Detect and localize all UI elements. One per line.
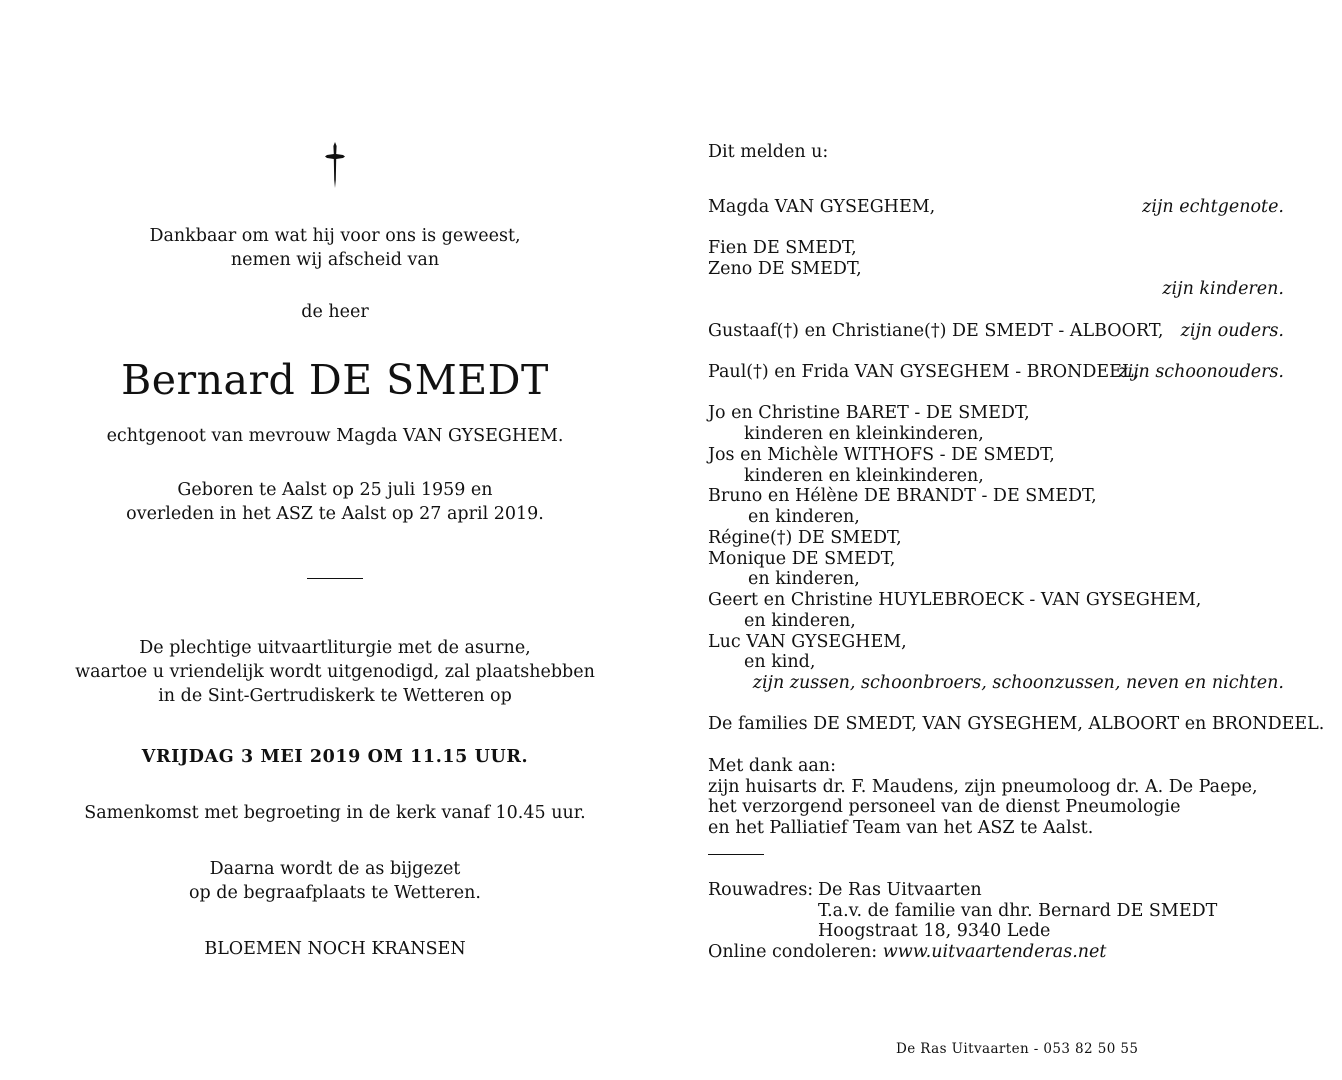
address-line-2: T.a.v. de familie van dhr. Bernard DE SMEDT — [818, 901, 1218, 921]
dates-text — [40, 478, 630, 526]
liturgy-line-2: waartoe u vriendelijk wordt uitgenodigd, zal plaatshebben — [75, 662, 595, 682]
families-line: De families DE SMEDT, VAN GYSEGHEM, ALBOORT en BRONDEEL. — [708, 714, 1325, 734]
footer-contact: De Ras Uitvaarten - 053 82 50 55 — [896, 1041, 1139, 1057]
sibling-2-family: kinderen en kleinkinderen, — [744, 466, 984, 486]
died-line: overleden in het ASZ te Aalst op 27 april 2019. — [126, 504, 544, 524]
gathering-line: Samenkomst met begroeting in de kerk vanaf 10.45 uur. — [84, 803, 586, 823]
address-label: Rouwadres: — [708, 880, 814, 900]
sibling-5-family: en kinderen, — [748, 569, 860, 589]
thanks-line-1: zijn huisarts dr. F. Maudens, zijn pneumoloog dr. A. De Paepe, — [708, 777, 1258, 797]
parents-relation: zijn ouders. — [1180, 321, 1284, 341]
spouse-name: Magda VAN GYSEGHEM, — [708, 197, 936, 217]
deceased-name: Bernard DE SMEDT — [121, 356, 549, 404]
sibling-1: Jo en Christine BARET - DE SMEDT, — [708, 403, 1030, 423]
address-line-3: Hoogstraat 18, 9340 Lede — [818, 921, 1051, 941]
cross-icon — [323, 140, 347, 188]
online-url-link[interactable]: www.uitvaartenderas.net — [882, 942, 1107, 962]
children-relation: zijn kinderen. — [1162, 279, 1284, 299]
sibling-5: Monique DE SMEDT, — [708, 549, 896, 569]
thanks-heading: Met dank aan: — [708, 756, 836, 776]
online-line — [708, 942, 1284, 963]
left-panel — [40, 140, 630, 959]
sibling-4: Régine(†) DE SMEDT, — [708, 528, 902, 548]
liturgy-line-3: in de Sint-Gertrudiskerk te Wetteren op — [158, 686, 512, 706]
liturgy-text — [40, 636, 630, 708]
address-line-1 — [708, 880, 1284, 901]
sibling-7: Luc VAN GYSEGHEM, — [708, 632, 907, 652]
parents-entry — [708, 321, 1284, 342]
sibling-2: Jos en Michèle WITHOFS - DE SMEDT, — [708, 445, 1055, 465]
born-line: Geboren te Aalst op 25 juli 1959 en — [177, 480, 493, 500]
inlaws-entry — [708, 362, 1284, 383]
sibling-3: Bruno en Hélène DE BRANDT - DE SMEDT, — [708, 486, 1097, 506]
divider — [40, 578, 630, 579]
address-name: De Ras Uitvaarten — [818, 880, 982, 900]
online-label: Online condoleren: — [708, 942, 878, 962]
sibling-1-family: kinderen en kleinkinderen, — [744, 424, 984, 444]
sibling-6-family: en kinderen, — [744, 611, 856, 631]
thanks-line-3: en het Palliatief Team van het ASZ te Aalst. — [708, 818, 1094, 838]
thanks-line-2: het verzorgend personeel van de dienst Pneumologie — [708, 797, 1181, 817]
parents-names: Gustaaf(†) en Christiane(†) DE SMEDT - ALBOORT, — [708, 321, 1164, 341]
sibling-3-family: en kinderen, — [748, 507, 860, 527]
intro-line-2: nemen wij afscheid van — [230, 250, 440, 270]
intro-text — [40, 224, 630, 272]
child-1: Fien DE SMEDT, — [708, 238, 857, 258]
right-divider — [708, 854, 1284, 855]
announcement-heading: Dit melden u: — [708, 142, 829, 162]
inlaws-relation: zijn schoonouders. — [1118, 362, 1284, 382]
spouse-relation: zijn echtgenote. — [1142, 197, 1284, 217]
child-2: Zeno DE SMEDT, — [708, 259, 862, 279]
inlaws-names: Paul(†) en Frida VAN GYSEGHEM - BRONDEEL, — [708, 362, 1140, 382]
spouse-line: echtgenoot van mevrouw Magda VAN GYSEGHEM. — [106, 426, 564, 446]
burial-text — [40, 857, 630, 905]
sibling-6: Geert en Christine HUYLEBROECK - VAN GYSEGHEM, — [708, 590, 1202, 610]
intro-line-1: Dankbaar om wat hij voor ons is geweest, — [149, 226, 521, 246]
burial-line-1: Daarna wordt de as bijgezet — [209, 859, 461, 879]
flowers-line: BLOEMEN NOCH KRANSEN — [204, 939, 466, 959]
burial-line-2: op de begraafplaats te Wetteren. — [189, 883, 481, 903]
liturgy-line-1: De plechtige uitvaartliturgie met de asurne, — [139, 638, 531, 658]
spouse-entry — [708, 197, 1284, 218]
sibling-7-family: en kind, — [744, 652, 816, 672]
ceremony-date: VRIJDAG 3 MEI 2019 OM 11.15 UUR. — [141, 747, 529, 767]
siblings-relation: zijn zussen, schoonbroers, schoonzussen, neven en nichten. — [752, 673, 1284, 693]
title: de heer — [301, 302, 369, 322]
